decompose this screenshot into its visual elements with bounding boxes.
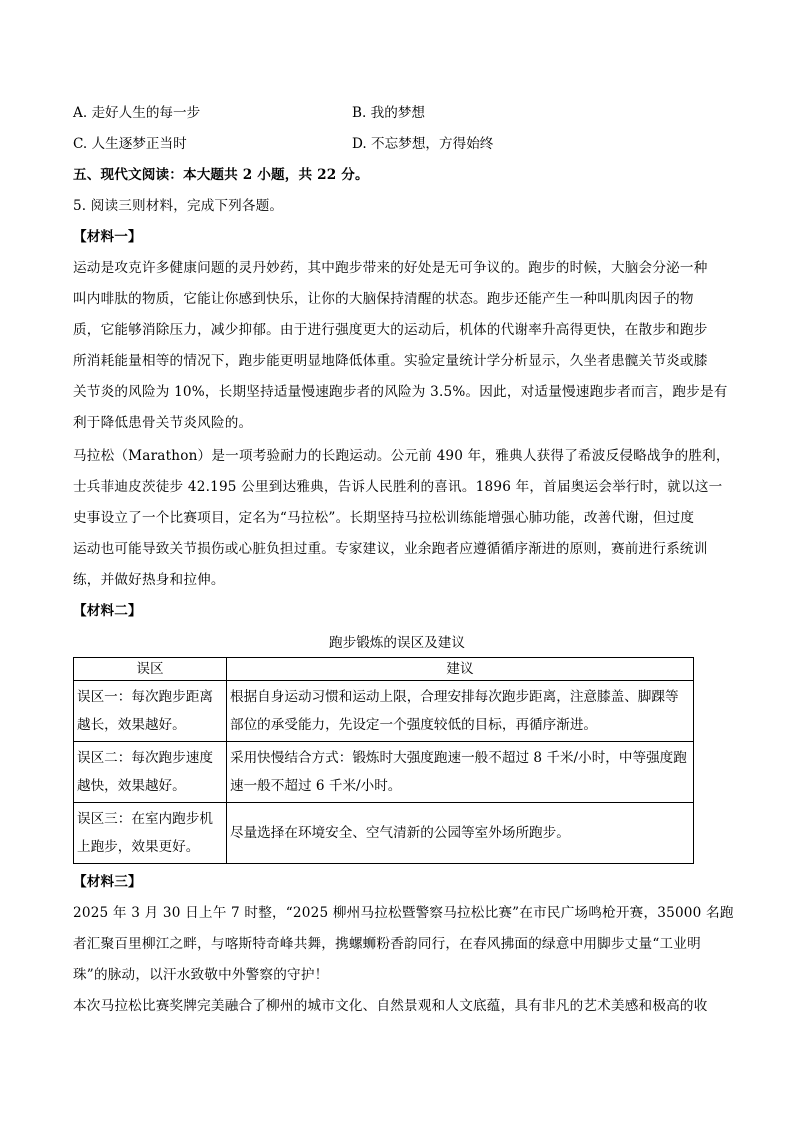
cell-text: 尽量选择在环境安全、空气清新的公园等室外场所跑步。: [230, 825, 570, 841]
advice-table: [73, 657, 694, 864]
cell-text: 越长，效果越好。: [77, 717, 186, 733]
misconception-cell: [74, 803, 227, 864]
option-d: D. 不忘梦想，方得始终: [352, 136, 494, 152]
cell-text: 误区一：每次跑步距离: [77, 689, 213, 705]
advice-cell: [227, 681, 694, 742]
material1-para2-line: 史事设立了一个比赛项目，定名为“马拉松”。长期坚持马拉松训练能增强心肺功能，改善代谢，但过度: [73, 510, 695, 526]
cell-text: 上跑步，效果更好。: [77, 839, 200, 855]
material1-para1-line: 所消耗能量相等的情况下，跑步能更明显地降低体重。实验定量统计学分析显示，久坐者患髋关节炎或膝: [73, 353, 708, 369]
option-b: B. 我的梦想: [352, 105, 426, 121]
table-header-row: [74, 658, 694, 681]
cell-text: 误区二：每次跑步速度: [77, 750, 213, 766]
table-row: [74, 803, 694, 864]
material1-para1-line: 质，它能够消除压力，减少抑郁。由于进行强度更大的运动后，机体的代谢率升高得更快，在散步和跑步: [73, 322, 708, 338]
section-heading: 五、现代文阅读：本大题共 2 小题，共 22 分。: [73, 167, 369, 183]
material1-para2-line: 运动也可能导致关节损伤或心脏负担过重。专家建议，业余跑者应遵循循序渐进的原则，赛前进行系统训: [73, 541, 708, 557]
material2-label: 【材料二】: [73, 603, 142, 619]
material3-para2-line: 本次马拉松比赛奖牌完美融合了柳州的城市文化、自然景观和人文底蕴，具有非凡的艺术美感和极高的收: [73, 998, 708, 1014]
cell-text: 根据自身运动习惯和运动上限，合理安排每次跑步距离，注意膝盖、脚踝等: [230, 689, 679, 705]
material3-para1-line: 者汇聚百里柳江之畔，与喀斯特奇峰共舞，携螺蛳粉香韵同行，在春风拂面的绿意中用脚步丈量“工业明: [73, 936, 701, 952]
material1-para2-line: 马拉松（Marathon）是一项考验耐力的长跑运动。公元前 490 年，雅典人获得了希波反侵略战争的胜利，: [73, 448, 730, 464]
question-prompt: 5. 阅读三则材料，完成下列各题。: [73, 198, 284, 214]
material1-para1-line: 关节炎的风险为 10%，长期坚持适量慢速跑步者的风险为 3.5%。因此，对适量慢速跑步者而言，跑步是有: [73, 384, 728, 400]
cell-text: 部位的承受能力，先设定一个强度较低的目标，再循序渐进。: [230, 717, 598, 733]
misconception-cell: [74, 742, 227, 803]
material1-label: 【材料一】: [73, 229, 142, 245]
material1-para2-line: 士兵菲迪皮茨徒步 42.195 公里到达雅典，告诉人民胜利的喜讯。1896 年，首届奥运会举行时，就以这一: [73, 479, 723, 495]
table-row: [74, 742, 694, 803]
material1-para1-line: 运动是攻克许多健康问题的灵丹妙药，其中跑步带来的好处是无可争议的。跑步的时候，大脑会分泌一种: [73, 260, 708, 276]
cell-text: 越快，效果越好。: [77, 778, 186, 794]
table-row: [74, 681, 694, 742]
table-header-misconception: 误区: [74, 658, 227, 681]
misconception-cell: [74, 681, 227, 742]
material1-para1-line: 叫内啡肽的物质，它能让你感到快乐，让你的大脑保持清醒的状态。跑步还能产生一种叫肌肉因子的物: [73, 291, 694, 307]
material1-para1-line: 利于降低患骨关节炎风险的。: [73, 415, 253, 431]
material3-label: 【材料三】: [73, 874, 142, 890]
material1-para2-line: 练，并做好热身和拉伸。: [73, 572, 225, 588]
cell-text: 误区三：在室内跑步机: [77, 811, 213, 827]
advice-cell: [227, 803, 694, 864]
table-title: 跑步锻炼的误区及建议: [329, 635, 465, 651]
table-header-advice: 建议: [227, 658, 694, 681]
option-a: A. 走好人生的每一步: [73, 105, 201, 121]
material3-para1-line: 2025 年 3 月 30 日上午 7 时整，“2025 柳州马拉松暨警察马拉松比赛”在市民广场鸣枪开赛，35000 名跑: [73, 905, 734, 921]
cell-text: 采用快慢结合方式：锻炼时大强度跑速一般不超过 8 千米/小时，中等强度跑: [230, 750, 687, 766]
material3-para1-line: 珠”的脉动，以汗水致敬中外警察的守护！: [73, 967, 329, 983]
option-c: C. 人生逐梦正当时: [73, 136, 187, 152]
cell-text: 速一般不超过 6 千米/小时。: [230, 778, 402, 794]
advice-cell: [227, 742, 694, 803]
